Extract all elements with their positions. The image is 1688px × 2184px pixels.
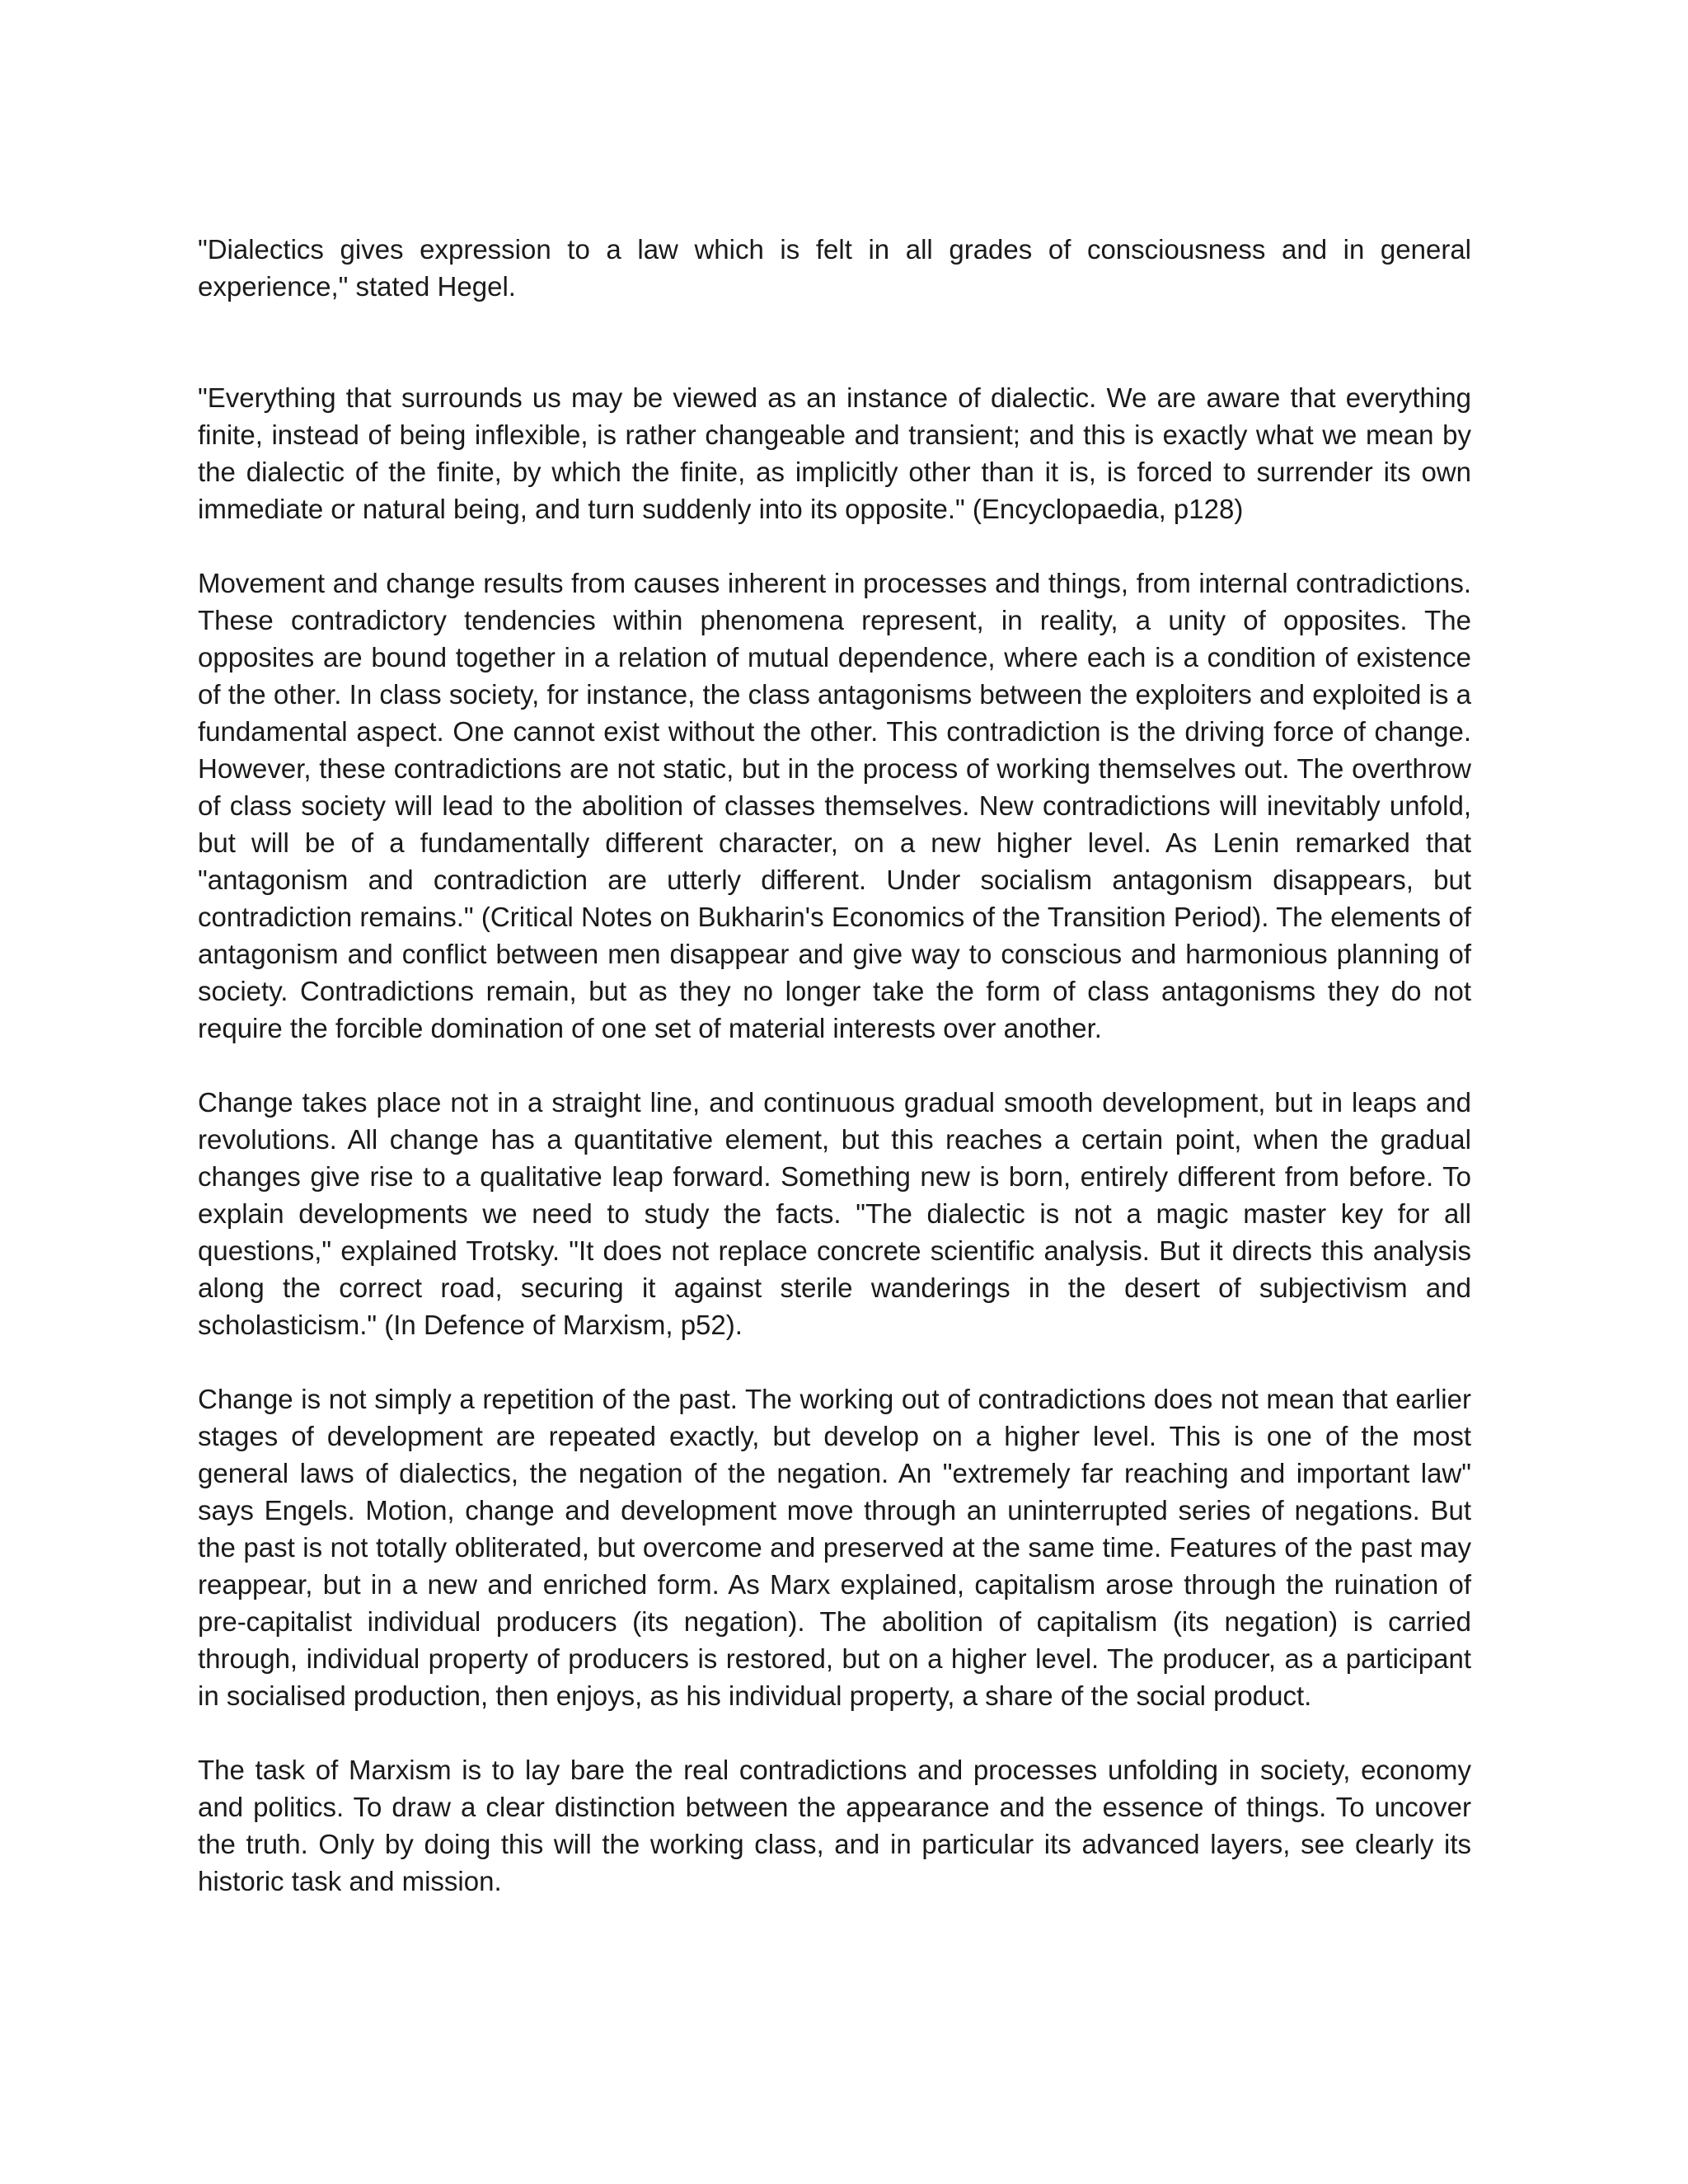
paragraph-negation-of-negation: Change is not simply a repetition of the past. The working out of contradictions does not mean that earlier stages of development are repeated exactly, but develop on a higher level. This is one of the most general laws of dialectics, the negation of the negation. An "extremely far reaching and important law" says Engels. Motion, change and development move through an uninterrupted series of negations. But the past is not totally obliterated, but overcome and preserved at the same time. Features of the past may reappear, but in a new and enriched form. As Marx explained, capitalism arose through the ruination of pre-capitalist individual producers (its negation). The abolition of capitalism (its negation) is carried through, individual property of producers is restored, but on a higher level. The producer, as a participant in socialised production, then enjoys, as his individual property, a share of the social product.	[198, 1384, 1471, 1711]
document-body	[198, 231, 1471, 1900]
paragraph-task-of-marxism: The task of Marxism is to lay bare the real contradictions and processes unfolding in society, economy and politics. To draw a clear distinction between the appearance and the essence of things. To uncover the truth. Only by doing this will the working class, and in particular its advanced layers, see clearly its historic task and mission.	[198, 1755, 1471, 1896]
paragraph-internal-contradictions: Movement and change results from causes inherent in processes and things, from internal contradictions. These contradictory tendencies within phenomena represent, in reality, a unity of opposites. The opposites are bound together in a relation of mutual dependence, where each is a condition of existence of the other. In class society, for instance, the class antagonisms between the exploiters and exploited is a fundamental aspect. One cannot exist without the other. This contradiction is the driving force of change. However, these contradictions are not static, but in the process of working themselves out. The overthrow of class society will lead to the abolition of classes themselves. New contradictions will inevitably unfold, but will be of a fundamentally different character, on a new higher level. As Lenin remarked that "antagonism and contradiction are utterly different. Under socialism antagonism disappears, but contradiction remains." (Critical Notes on Bukharin's Economics of the Transition Period). The elements of antagonism and conflict between men disappear and give way to conscious and harmonious planning of society. Contradictions remain, but as they no longer take the form of class antagonisms they do not require the forcible domination of one set of material interests over another.	[198, 568, 1471, 1043]
paragraph-hegel-quote: "Dialectics gives expression to a law which is felt in all grades of consciousness and in general experience," stated Hegel.	[198, 234, 1471, 302]
paragraph-leaps-and-revolutions: Change takes place not in a straight line, and continuous gradual smooth development, but in leaps and revolutions. All change has a quantitative element, but this reaches a certain point, when the gradual changes give rise to a qualitative leap forward. Something new is born, entirely different from before. To explain developments we need to study the facts. "The dialectic is not a magic master key for all questions," explained Trotsky. "It does not replace concrete scientific analysis. But it directs this analysis along the correct road, securing it against sterile wanderings in the desert of subjectivism and scholasticism." (In Defence of Marxism, p52).	[198, 1087, 1471, 1340]
paragraph-encyclopaedia-quote: "Everything that surrounds us may be viewed as an instance of dialectic. We are aware that everything finite, instead of being inflexible, is rather changeable and transient; and this is exactly what we mean by the dialectic of the finite, by which the finite, as implicitly other than it is, is forced to surrender its own immediate or natural being, and turn suddenly into its opposite." (Encyclopaedia, p128)	[198, 382, 1471, 524]
